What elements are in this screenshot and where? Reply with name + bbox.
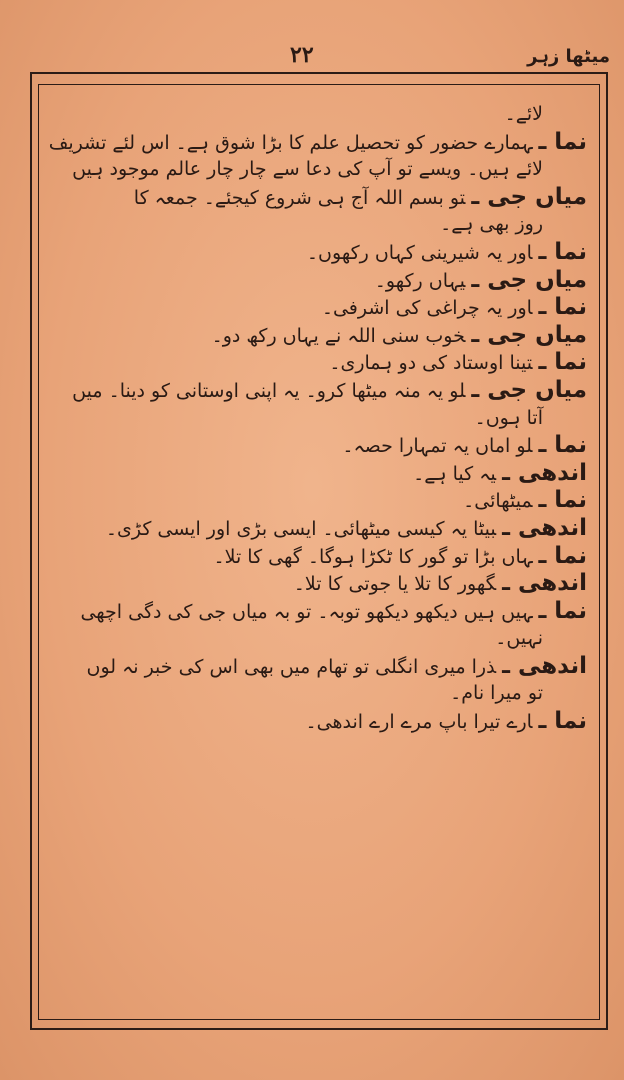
line-text: تو بسم اللہ آج ہی شروع کیجئے۔ جمعہ کا (133, 186, 466, 209)
line-text: ہمارے حضور کو تحصیل علم کا بڑا شوق ہے۔ اس لئے تشریف (48, 131, 533, 154)
outer-border (30, 72, 608, 1030)
dialogue-line (53, 680, 587, 708)
dialogue-line (53, 515, 587, 543)
speaker-name: اندھی ـ (502, 652, 587, 679)
dialogue-line (53, 405, 587, 433)
dialogue-line (53, 322, 587, 350)
line-text: یہاں رکھو۔ (374, 269, 466, 292)
page-header (0, 40, 624, 76)
running-title: میٹھا زہر (527, 46, 610, 67)
dialogue-line (53, 101, 587, 129)
speaker-name: میاں جی ـ (471, 183, 587, 210)
speaker-name: میاں جی ـ (471, 321, 587, 348)
speaker-name: نما ـ (538, 487, 587, 514)
dialogue-line (53, 460, 587, 488)
dialogue-line (53, 543, 587, 571)
line-text: اور یہ چراغی کی اشرفی۔ (321, 297, 533, 320)
dialogue-line (53, 239, 587, 267)
line-text: آتا ہوں۔ (474, 406, 543, 429)
dialogue-line (53, 294, 587, 322)
line-text: خوب سنی اللہ نے یہاں رکھ دو۔ (211, 324, 466, 347)
speaker-name: نما ـ (538, 349, 587, 376)
page-number: ۲۲ (290, 42, 314, 68)
speaker-name: نما ـ (538, 238, 587, 265)
speaker-name: نما ـ (538, 128, 587, 155)
line-text: تینا اوستاد کی دو ہماری۔ (329, 352, 533, 375)
dialogue-line (53, 625, 587, 653)
speaker-name: نما ـ (538, 542, 587, 569)
speaker-name: میاں جی ـ (471, 266, 587, 293)
line-text: لو یہ منہ میٹھا کرو۔ یہ اپنی اوستانی کو دینا۔ میں (72, 379, 466, 402)
line-text: ذرا میری انگلی تو تھام میں بھی اس کی خبر نہ لوں (86, 655, 497, 678)
dialogue-line (53, 653, 587, 681)
speaker-name: نما ـ (538, 432, 587, 459)
line-text: لائے۔ (504, 103, 543, 125)
speaker-name: اندھی ـ (502, 514, 587, 541)
inner-border (38, 84, 600, 1020)
speaker-name: نما ـ (538, 294, 587, 321)
dialogue-line (48, 128, 587, 157)
dialogue-line (53, 377, 587, 405)
line-text: ہاں بڑا تو گور کا ٹکڑا ہوگا۔ گھی کا تلا۔ (213, 545, 533, 568)
dialogue-text (48, 101, 587, 1007)
dialogue-line (53, 432, 587, 460)
dialogue-line (53, 349, 587, 377)
dialogue-line (53, 156, 587, 184)
dialogue-line (53, 487, 587, 515)
line-text: اور یہ شیرینی کہاں رکھوں۔ (306, 241, 533, 264)
line-text: میٹھائی۔ (463, 490, 533, 513)
line-text: لائے ہیں۔ ویسے تو آپ کی دعا سے چار چار عالم موجود ہیں (72, 158, 543, 181)
line-text: نہیں۔ (495, 627, 543, 650)
line-text: بیٹا یہ کیسی میٹھائی۔ ایسی بڑی اور ایسی کڑی۔ (105, 517, 497, 540)
speaker-name: نما ـ (538, 597, 587, 624)
line-text: ارے تیرا باپ مرے ارے اندھی۔ (305, 711, 533, 734)
dialogue-line (53, 708, 587, 736)
line-text: تو میرا نام۔ (450, 682, 543, 705)
line-text: ہیں ہیں دیکھو دیکھو توبہ۔ تو بہ میاں جی کی دگی اچھی (80, 600, 533, 623)
line-text: یہ کیا ہے۔ (413, 462, 497, 485)
speaker-name: نما ـ (538, 708, 587, 735)
speaker-name: اندھی ـ (502, 570, 587, 597)
speaker-name: اندھی ـ (502, 459, 587, 486)
line-text: گھور کا تلا یا جوتی کا تلا۔ (293, 573, 497, 596)
dialogue-line (53, 184, 587, 212)
dialogue-line (53, 211, 587, 239)
speaker-name: میاں جی ـ (471, 376, 587, 403)
line-text: لو اماں یہ تمہارا حصہ۔ (342, 435, 533, 458)
dialogue-line (53, 267, 587, 295)
line-text: روز بھی ہے۔ (440, 213, 543, 236)
dialogue-line (53, 570, 587, 598)
dialogue-line (53, 598, 587, 626)
